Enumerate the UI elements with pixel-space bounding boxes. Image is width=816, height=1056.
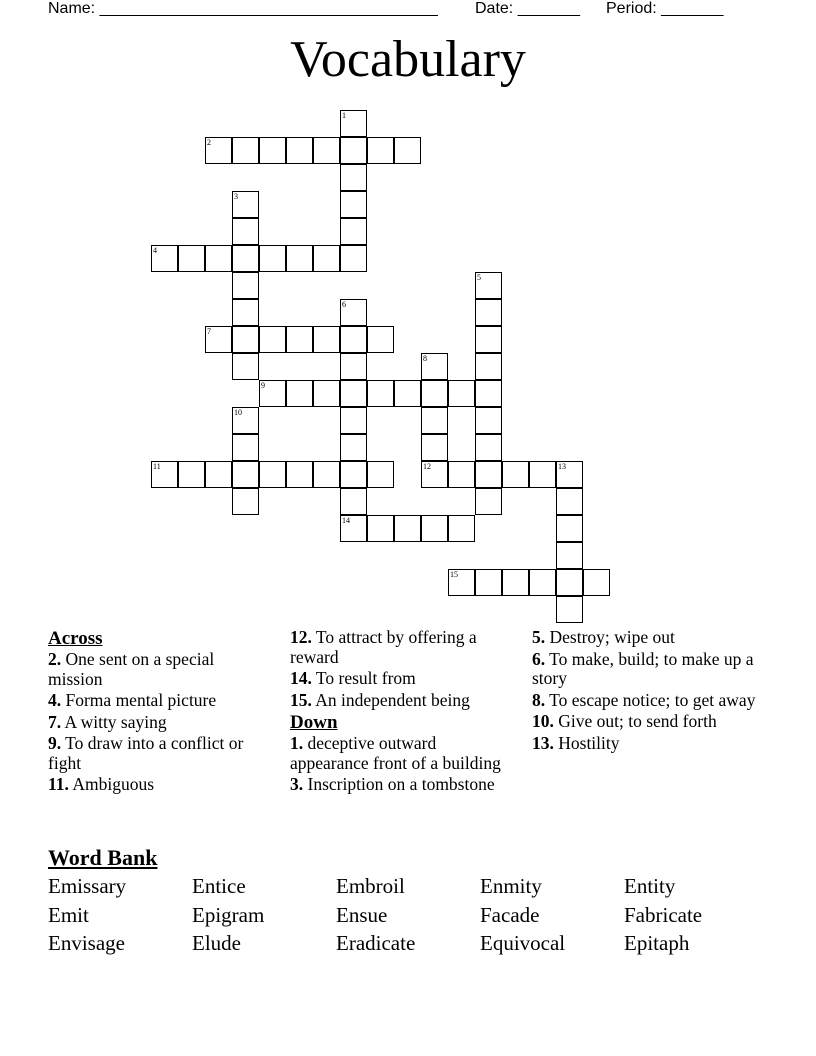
clue-item (290, 775, 515, 795)
clue-text: Inscription on a tombstone (303, 774, 495, 794)
clue-number: 4 (153, 246, 157, 255)
word-bank-word: Facade (480, 903, 540, 927)
grid-cell[interactable] (367, 137, 394, 164)
clue-number: 10 (234, 408, 242, 417)
grid-cell[interactable] (232, 326, 259, 353)
grid-cell[interactable] (313, 137, 340, 164)
clue-number-label: 1. (290, 733, 304, 753)
grid-cell[interactable] (340, 461, 367, 488)
clue-number: 11 (153, 462, 161, 471)
grid-cell[interactable] (340, 326, 367, 353)
clue-number: 1 (342, 111, 346, 120)
grid-cell[interactable] (475, 569, 502, 596)
across-heading: Across (48, 628, 103, 649)
grid-cell[interactable] (475, 407, 502, 434)
grid-cell[interactable] (232, 245, 259, 272)
clue-text: A witty saying (61, 711, 167, 732)
clue-item (532, 712, 762, 732)
clue-text: To result from (311, 668, 416, 688)
clue-number-label: 14. (290, 668, 312, 688)
clue-number-label: 8. (532, 689, 546, 710)
clue-item (48, 650, 273, 689)
clue-number-label: 4. (48, 690, 62, 710)
grid-cell[interactable] (313, 461, 340, 488)
grid-cell[interactable] (556, 515, 583, 542)
grid-cell[interactable] (286, 326, 313, 353)
grid-cell[interactable] (367, 461, 394, 488)
clue-number-label: 2. (48, 649, 62, 669)
grid-cell[interactable] (340, 137, 367, 164)
clue-item (290, 734, 515, 773)
grid-cell[interactable] (421, 353, 448, 380)
grid-cell[interactable] (286, 380, 313, 407)
clue-number: 2 (207, 138, 211, 147)
date-field[interactable]: Date: _______ (475, 0, 580, 17)
grid-cell[interactable] (475, 488, 502, 515)
grid-cell[interactable] (475, 434, 502, 461)
grid-cell[interactable] (421, 515, 448, 542)
grid-cell[interactable] (232, 407, 259, 434)
grid-cell[interactable] (259, 137, 286, 164)
grid-cell[interactable] (286, 137, 313, 164)
clue-text: Forma mental picture (61, 690, 217, 710)
grid-cell[interactable] (448, 569, 475, 596)
word-bank-word: Fabricate (624, 903, 703, 927)
clue-item (48, 691, 273, 711)
clue-text: To escape notice; to get away (545, 689, 756, 710)
clue-item (48, 734, 273, 773)
grid-cell[interactable] (583, 569, 610, 596)
grid-cell[interactable] (232, 353, 259, 380)
grid-cell[interactable] (421, 407, 448, 434)
grid-cell[interactable] (556, 461, 583, 488)
word-bank-word: Emissary (48, 874, 127, 898)
clue-number-label: 11. (48, 774, 69, 794)
clue-number: 3 (234, 192, 238, 201)
grid-cell[interactable] (232, 299, 259, 326)
clue-text: Give out; to send forth (553, 711, 717, 731)
grid-cell[interactable] (448, 515, 475, 542)
grid-cell[interactable] (151, 461, 178, 488)
grid-cell[interactable] (232, 434, 259, 461)
grid-cell[interactable] (475, 326, 502, 353)
grid-cell[interactable] (340, 245, 367, 272)
grid-cell[interactable] (178, 245, 205, 272)
clue-item (532, 691, 762, 711)
clue-text: To attract by offering a reward (290, 627, 477, 667)
clue-item (48, 713, 273, 733)
grid-cell[interactable] (421, 434, 448, 461)
grid-cell[interactable] (475, 461, 502, 488)
clue-number: 14 (342, 516, 350, 525)
clue-number: 9 (261, 381, 265, 390)
clue-text: Hostility (553, 732, 620, 753)
clue-text: To draw into a conflict or fight (48, 733, 244, 773)
clue-number: 5 (477, 273, 481, 282)
grid-cell[interactable] (340, 218, 367, 245)
grid-cell[interactable] (205, 245, 232, 272)
grid-cell[interactable] (340, 488, 367, 515)
clue-number: 7 (207, 327, 211, 336)
clue-number-label: 13. (532, 732, 554, 753)
grid-cell[interactable] (394, 137, 421, 164)
across-clue-list-1 (48, 650, 273, 795)
clue-number-label: 10. (532, 711, 554, 731)
grid-cell[interactable] (340, 380, 367, 407)
grid-cell[interactable] (475, 353, 502, 380)
clue-item (290, 669, 515, 689)
grid-cell[interactable] (340, 434, 367, 461)
clue-number: 8 (423, 354, 427, 363)
grid-cell[interactable] (259, 461, 286, 488)
clues-column-2 (290, 628, 515, 797)
page-title: Vocabulary (290, 31, 526, 88)
grid-cell[interactable] (340, 353, 367, 380)
clue-item (290, 628, 515, 667)
grid-cell[interactable] (367, 326, 394, 353)
clue-number-label: 5. (532, 627, 546, 647)
grid-cell[interactable] (232, 218, 259, 245)
grid-cell[interactable] (205, 326, 232, 353)
grid-cell[interactable] (232, 488, 259, 515)
clue-number-label: 15. (290, 689, 312, 710)
clue-text: To make, build; to make up a story (532, 648, 754, 688)
grid-cell[interactable] (232, 191, 259, 218)
clue-text: One sent on a special mission (48, 649, 215, 689)
word-bank-word: Envisage (48, 931, 125, 955)
grid-cell[interactable] (232, 272, 259, 299)
clue-number-label: 7. (48, 711, 62, 732)
word-bank-word: Emit (48, 903, 89, 927)
clue-number-label: 3. (290, 774, 304, 794)
grid-cell[interactable] (286, 461, 313, 488)
across-clue-list-2 (290, 628, 515, 710)
word-bank-word: Epigram (192, 903, 265, 927)
clue-text: An independent being (311, 689, 470, 710)
grid-cell[interactable] (340, 164, 367, 191)
grid-cell[interactable] (178, 461, 205, 488)
grid-cell[interactable] (205, 461, 232, 488)
clue-text: Destroy; wipe out (545, 627, 675, 647)
clues-column-3 (532, 628, 762, 755)
clue-number: 15 (450, 570, 458, 579)
word-bank-word: Enmity (480, 874, 542, 898)
clue-text: Ambiguous (68, 774, 155, 794)
grid-cell[interactable] (259, 245, 286, 272)
word-bank-word: Entice (192, 874, 246, 898)
word-bank-word: Equivocal (480, 931, 566, 955)
grid-cell[interactable] (502, 461, 529, 488)
grid-cell[interactable] (556, 569, 583, 596)
grid-cell[interactable] (556, 596, 583, 623)
clue-item (532, 628, 762, 648)
grid-cell[interactable] (367, 515, 394, 542)
grid-cell[interactable] (286, 245, 313, 272)
grid-cell[interactable] (448, 380, 475, 407)
grid-cell[interactable] (340, 110, 367, 137)
word-bank-word: Entity (624, 874, 676, 898)
down-heading: Down (290, 712, 338, 733)
grid-cell[interactable] (340, 515, 367, 542)
clues-column-1 (48, 628, 273, 797)
grid-cell[interactable] (232, 137, 259, 164)
grid-cell[interactable] (394, 380, 421, 407)
clue-number: 13 (558, 462, 566, 471)
grid-cell[interactable] (421, 380, 448, 407)
word-bank-word: Embroil (336, 874, 405, 898)
word-bank-word: Ensue (336, 903, 388, 927)
period-field[interactable]: Period: _______ (606, 0, 724, 17)
grid-cell[interactable] (151, 245, 178, 272)
grid-cell[interactable] (529, 569, 556, 596)
grid-cell[interactable] (556, 542, 583, 569)
down-clue-list-2 (532, 628, 762, 753)
name-field[interactable]: Name: ______________________________________ (48, 0, 438, 17)
clue-number-label: 12. (290, 627, 312, 647)
clue-item (532, 734, 762, 754)
clue-number: 12 (423, 462, 431, 471)
grid-cell[interactable] (313, 326, 340, 353)
grid-cell[interactable] (340, 407, 367, 434)
grid-cell[interactable] (313, 380, 340, 407)
grid-cell[interactable] (448, 461, 475, 488)
down-clue-list-1 (290, 734, 515, 795)
clue-number: 6 (342, 300, 346, 309)
grid-cell[interactable] (556, 488, 583, 515)
clue-item (532, 650, 762, 689)
word-bank-word: Eradicate (336, 931, 416, 955)
clue-number-label: 9. (48, 733, 62, 753)
grid-cell[interactable] (394, 515, 421, 542)
clue-text: deceptive outward appearance front of a building (290, 733, 501, 773)
clue-number-label: 6. (532, 648, 546, 669)
grid-cell[interactable] (529, 461, 556, 488)
grid-cell[interactable] (421, 461, 448, 488)
grid-cell[interactable] (340, 299, 367, 326)
grid-cell[interactable] (367, 380, 394, 407)
grid-cell[interactable] (232, 461, 259, 488)
word-bank-title: Word Bank (48, 845, 158, 870)
grid-cell[interactable] (313, 245, 340, 272)
grid-cell[interactable] (259, 380, 286, 407)
clue-item (290, 691, 515, 711)
clue-item (48, 775, 273, 795)
grid-cell[interactable] (475, 380, 502, 407)
word-bank-word: Elude (192, 931, 241, 955)
word-bank-word: Epitaph (624, 931, 690, 955)
grid-cell[interactable] (475, 272, 502, 299)
grid-cell[interactable] (340, 191, 367, 218)
grid-cell[interactable] (205, 137, 232, 164)
grid-cell[interactable] (259, 326, 286, 353)
grid-cell[interactable] (502, 569, 529, 596)
grid-cell[interactable] (475, 299, 502, 326)
